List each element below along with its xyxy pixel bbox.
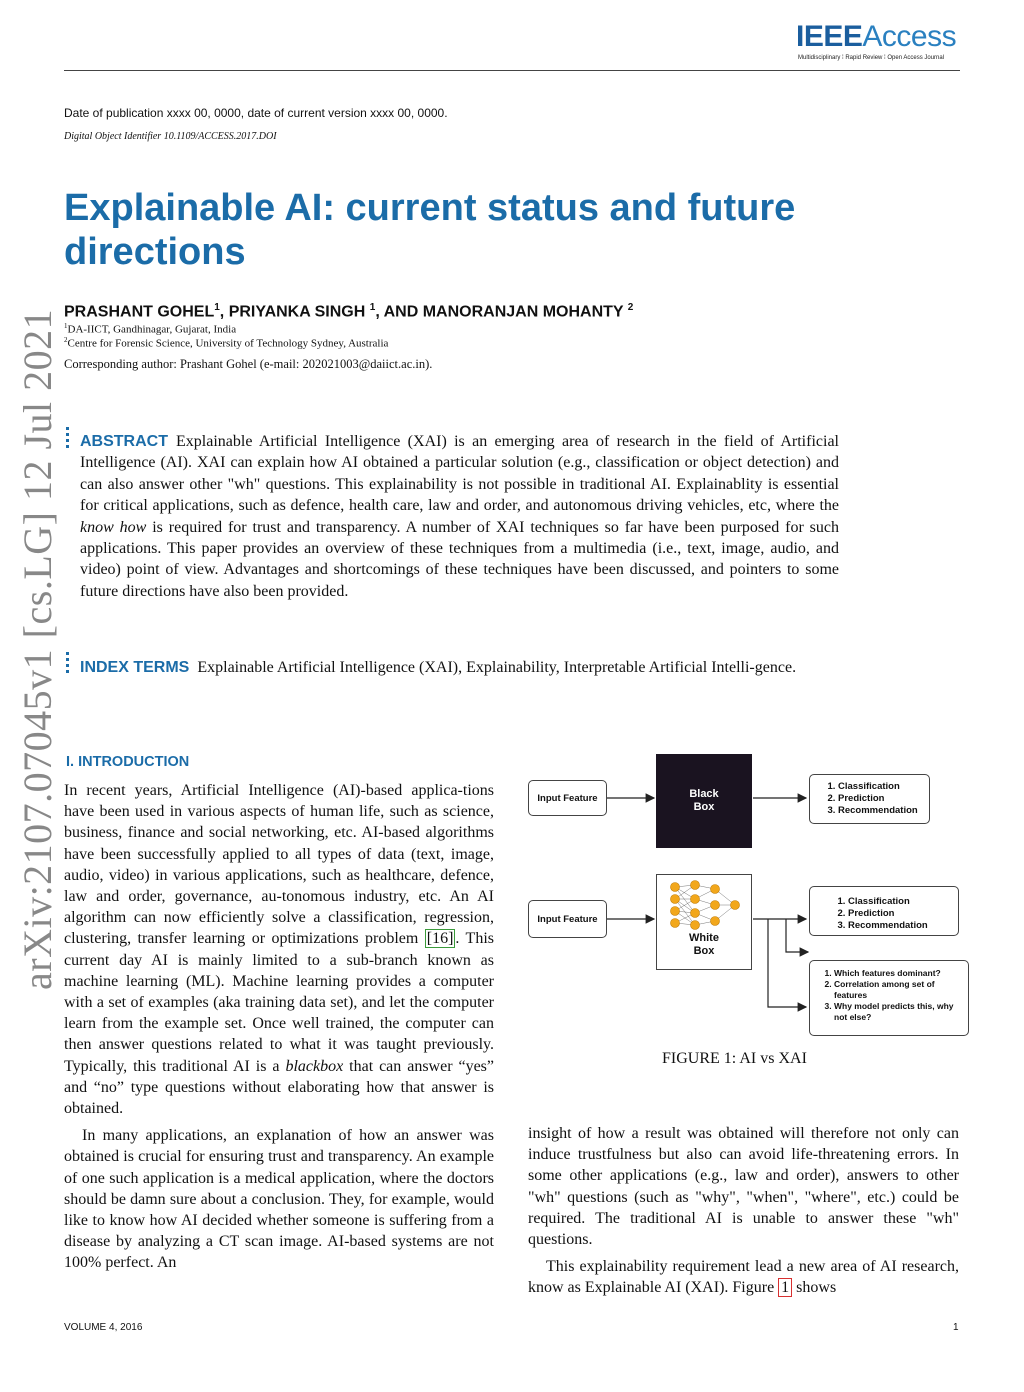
doi-line: Digital Object Identifier 10.1109/ACCESS.2017.DOI	[64, 131, 277, 142]
author-3-sup: 2	[627, 302, 634, 313]
input-feature-box-top: Input Feature	[528, 780, 607, 816]
output-top-item: 3. Recommendation	[838, 805, 929, 817]
neural-network-icon	[657, 877, 751, 935]
affiliation-2-text: Centre for Forensic Science, University of Technology Sydney, Australia	[67, 337, 389, 350]
output-top-item: 1. Classification	[838, 781, 929, 793]
figure-1-link[interactable]: 1	[778, 1278, 792, 1297]
corresponding-author: Corresponding author: Prashant Gohel (e-mail: 202021003@daiict.ac.in).	[64, 357, 433, 371]
author-2: , PRIYANKA SINGH	[219, 303, 370, 321]
abstract-dots	[66, 427, 69, 451]
index-terms-dots	[66, 652, 69, 676]
outputs-box-mid	[809, 886, 959, 936]
abstract-label: ABSTRACT	[80, 433, 168, 450]
intro-paragraph-1	[64, 780, 494, 1119]
intro-paragraph-2: In many applications, an explanation of how an answer was obtained is crucial for ensuring trust and transparency. An example of one such application is a medical application, where the doctors should be damn sure about a conclusion. They, for example, would like to know how AI decided whether someone is suffering from a disease by analyzing a CT scan image. AI-based systems are not 100% perfect. An	[64, 1127, 494, 1272]
author-1-sup: 1	[214, 302, 220, 313]
ieee-access-logo	[796, 20, 956, 54]
header-rule	[64, 70, 960, 71]
author-2-sup: 1	[369, 302, 376, 313]
author-list	[64, 302, 633, 321]
p1-text-a: In recent years, Artificial Intelligence (AI)-based applica-tions have been used in various aspects of human life, such as science, business, finance and social networking, etc. AI-based algorithms have been successfully applied to all types of data (text, image, audio, video) in various applications, such as healthcare, defence, law and order, governance, au-tonomous industry, etc. An AI algorithm can now efficiently solve a classification, regression, clustering, transfer learning or optimizations problem	[64, 782, 494, 948]
logo-tagline: Multidisciplinary ⁞ Rapid Review ⁞ Open Access Journal	[798, 55, 945, 61]
abstract	[80, 431, 839, 602]
black-box-line-2: Box	[693, 801, 715, 813]
right-column	[528, 1123, 959, 1299]
output-mid-item: 2. Prediction	[848, 908, 958, 920]
p4-text-a: This explainability requirement lead a new area of AI research, know as Explainable AI (XAI). Figure	[528, 1258, 959, 1297]
footer-volume: VOLUME 4, 2016	[64, 1322, 143, 1333]
output-top-item: 2. Prediction	[838, 793, 929, 805]
intro-paragraph-4	[528, 1256, 959, 1298]
abstract-text-italic: know how	[80, 518, 147, 536]
black-box-line-1: Black	[689, 788, 719, 800]
affiliation-1-text: DA-IICT, Gandhinagar, Gujarat, India	[67, 323, 237, 336]
affiliation-2	[64, 336, 388, 350]
abstract-text-2: is required for trust and transparency. A number of XAI techniques so far have been purposed for such applications. This paper provides an overview of these techniques from a multimedia (i.e., text, image, audio, and video) point of view. Advantages and shortcomings of these techniques have been discussed, and pointers to some future directions have also been provided.	[80, 518, 839, 600]
question-item: 2. Correlation among set of features	[834, 979, 968, 1001]
footer-page-number: 1	[953, 1322, 959, 1333]
author-1: PRASHANT GOHEL	[64, 303, 215, 321]
arxiv-stamp[interactable]: arXiv:2107.07045v1 [cs.LG] 12 Jul 2021	[15, 308, 60, 990]
white-box-line-2: Box	[693, 945, 715, 957]
logo-ieee-text: IEEE	[796, 20, 863, 53]
p1-text-b: . This current day AI is mainly limited to a sub-branch known as machine learning (ML). Machine learning provides a computer with a set of examples (aka training data set), and let the computer learn from the example set. Once well trained, the computer can then answer questions related to what it was taught previously. Typically, this traditional AI is a	[64, 930, 494, 1075]
white-box-line-1: White	[689, 932, 719, 944]
paper-title: Explainable AI: current status and future directions	[64, 187, 796, 273]
output-mid-item: 3. Recommendation	[848, 920, 958, 932]
logo-access-text: Access	[862, 20, 957, 53]
question-item: 3. Why model predicts this, why not else?	[834, 1001, 968, 1023]
publication-date: Date of publication xxxx 00, 0000, date of current version xxxx 00, 0000.	[64, 106, 448, 120]
output-mid-item: 1. Classification	[848, 896, 958, 908]
outputs-box-top	[809, 774, 930, 824]
left-column	[64, 780, 494, 1274]
citation-16-link[interactable]: [16]	[426, 930, 454, 948]
author-3: , AND MANORANJAN MOHANTY	[375, 303, 628, 321]
section-heading: I. INTRODUCTION	[66, 754, 190, 770]
p4-text-b: shows	[792, 1279, 837, 1297]
question-item: 1. Which features dominant?	[834, 968, 968, 979]
affiliation-2-sup: 2	[64, 336, 68, 344]
intro-paragraph-3: insight of how a result was obtained will therefore not only can induce trustfulness but also can avoid life-threatening errors. In some other applications (e.g., law and order), answers to other "wh" questions (such as "why", "when", "where", etc.) could be required. The traditional AI is unable to answer these "wh" questions.	[528, 1125, 959, 1249]
white-box	[656, 874, 752, 970]
p1-text-c: that can answer “yes” and “no” type questions without elaborating how that answer is obtained.	[64, 1057, 494, 1118]
input-feature-box-bottom: Input Feature	[528, 900, 607, 938]
questions-box	[809, 960, 969, 1036]
figure-caption: FIGURE 1: AI vs XAI	[662, 1050, 807, 1067]
index-terms	[80, 657, 839, 678]
p1-italic: blackbox	[285, 1057, 344, 1075]
abstract-text-1: Explainable Artificial Intelligence (XAI) is an emerging area of research in the field of Artificial Intelligence (AI). XAI can explain how AI obtained a particular solution (e.g., classification or object detection) and can also answer other "wh" questions. This explainability is not possible in traditional AI. Explainablity is essential for critical applications, such as defence, health care, law and order, and autonomous driving vehicles, etc, where the	[80, 433, 839, 515]
index-terms-text: Explainable Artificial Intelligence (XAI), Explainability, Interpretable Artificial Intelli-gence.	[197, 659, 797, 676]
black-box	[656, 754, 752, 848]
white-box-label	[657, 932, 751, 958]
affiliation-1	[64, 322, 236, 336]
affiliation-1-sup: 1	[64, 322, 68, 330]
index-terms-label: INDEX TERMS	[80, 659, 190, 676]
